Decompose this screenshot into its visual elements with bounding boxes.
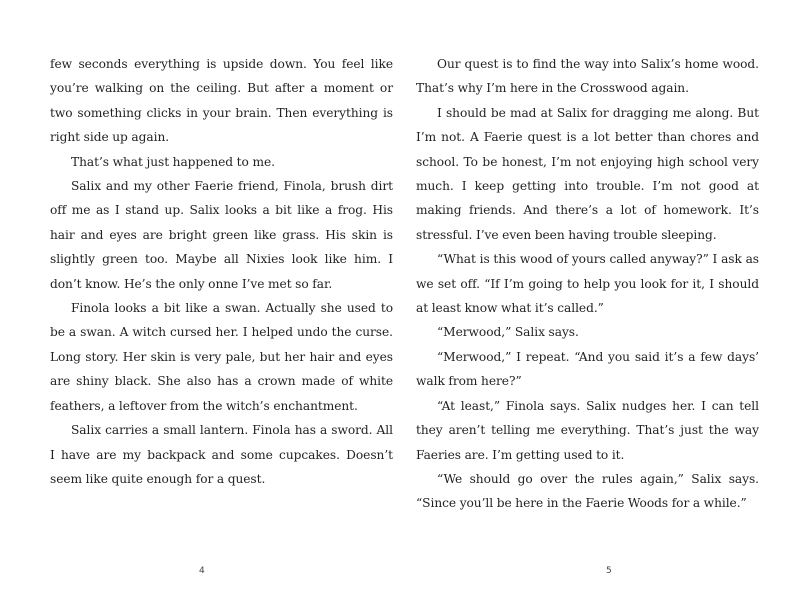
paragraph: That’s what just happened to me. [71,154,275,169]
paragraph: few seconds everything is upside down. You feel like you’re walking on the ceiling. But after a moment or two something clicks in your brain. Then everything is right side up again. [50,57,393,145]
page-number-right: 5 [606,566,612,576]
paragraph: Salix and my other Faerie friend, Finola, brush dirt off me as I stand up. Salix looks a bit like a frog. His hair and eyes are bright green like grass. His skin is slightly green too. Maybe all Nixies look like him. I don’t know. He’s the only onne I’ve met so far. [50,179,393,291]
paragraph: Our quest is to find the way into Salix’s home wood. That’s why I’m here in the Crosswood again. [416,57,759,96]
paragraph: Finola looks a bit like a swan. Actually she used to be a swan. A witch cursed her. I helped undo the curse. Long story. Her skin is very pale, but her hair and eyes are shiny black. She also has a crown made of white feathers, a leftover from the witch’s enchantment. [50,301,393,413]
left-page-text [50,52,393,491]
paragraph: “Merwood,” I repeat. “And you said it’s a few days’ walk from here?” [416,349,759,389]
paragraph: “Merwood,” Salix says. [437,325,579,340]
paragraph: I should be mad at Salix for dragging me along. But I’m not. A Faerie quest is a lot better than chores and school. To be honest, I’m not enjoying high school very much. I keep getting into trouble. I’m not good at making friends. And there’s a lot of homework. It’s stressful. I’ve even been having trouble sleeping. [416,105,759,242]
page-number-left: 4 [199,566,205,576]
paragraph: Salix carries a small lantern. Finola has a sword. All I have are my backpack and some cupcakes. Doesn’t seem like quite enough for a quest. [50,423,393,486]
book-gutter [404,0,406,608]
paragraph: “At least,” Finola says. Salix nudges her. I can tell they aren’t telling me everything. That’s just the way Faeries are. I’m getting used to it. [416,398,759,462]
paragraph: “What is this wood of yours called anyway?” I ask as we set off. “If I’m going to help you look for it, I should at least know what it’s called.” [416,252,759,316]
right-page-text [416,52,759,516]
paragraph: “We should go over the rules again,” Salix says. “Since you’ll be here in the Faerie Woods for a while.” [416,471,759,511]
